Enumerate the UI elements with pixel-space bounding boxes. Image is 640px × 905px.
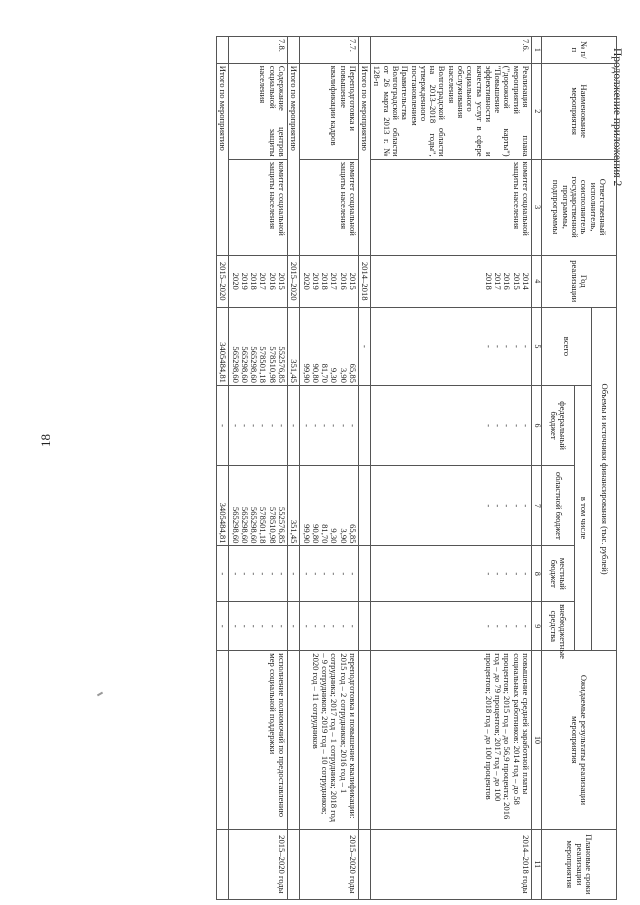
federal-cell: [371, 385, 532, 465]
value: -: [239, 424, 250, 427]
year: 2016: [338, 272, 349, 290]
col-number: 4: [532, 255, 542, 307]
value: -: [258, 572, 269, 576]
value: 578510,98: [267, 346, 278, 383]
page-number: 18: [38, 434, 53, 447]
value: -: [502, 624, 513, 628]
subtotal-row: [217, 37, 229, 900]
value: -: [310, 424, 321, 427]
header-total: всего: [542, 307, 592, 385]
header-name: Наименование мероприятия: [542, 63, 617, 159]
year: 2020: [301, 272, 312, 290]
value: -: [483, 624, 494, 628]
subtotal-local: -: [287, 546, 299, 602]
col-number: 8: [532, 546, 542, 602]
value: -: [249, 424, 260, 427]
year: 2015: [511, 272, 522, 290]
header-year: Год реализации: [542, 255, 617, 307]
value: -: [249, 624, 260, 628]
value: -: [329, 572, 340, 576]
subtotal-label: Итого по мероприятию: [217, 63, 229, 255]
value: 9,30: [329, 528, 340, 544]
header-terms: Плановые сроки реализации мероприятия: [542, 829, 617, 899]
col-number: 6: [532, 385, 542, 465]
year: 2017: [258, 272, 269, 290]
value: -: [230, 572, 241, 576]
subtotal-row: [287, 37, 299, 900]
planned-terms: 2015–2020 годы: [229, 829, 288, 899]
year: 2015: [276, 272, 287, 290]
year: 2017: [329, 272, 340, 290]
value: -: [239, 624, 250, 628]
value: -: [511, 424, 522, 427]
value: 565298,60: [249, 506, 260, 544]
table-row: [229, 37, 288, 900]
header-results: Ожидаемые результаты реализации мероприятия: [542, 651, 617, 829]
column-numbers-row: [532, 37, 542, 900]
value: -: [493, 572, 504, 576]
value: -: [310, 572, 321, 576]
federal-cell: [229, 385, 288, 465]
subtotal-offbudget: -: [217, 602, 229, 651]
value: 81,70: [320, 524, 331, 544]
subtotal-local: -: [217, 546, 229, 602]
regional-cell: [371, 466, 532, 546]
expected-results: повышение средней заработной платы социальных работников: 2014 год – до 58 процентов; 2015 год – до 56,9 процента; 2016 год – до 79 процентов; 2017 год – до 100 процентов; 2018 год – до 100 процентов: [371, 651, 532, 829]
value: 552576,85: [276, 506, 287, 544]
col-number: 9: [532, 602, 542, 651]
value: -: [338, 624, 349, 628]
executor: комитет социальной защиты населения: [229, 159, 288, 255]
total-cell: [300, 307, 359, 385]
value: 90,80: [310, 363, 321, 383]
value: 578501,18: [258, 346, 269, 383]
year: 2019: [310, 272, 321, 290]
value: -: [338, 424, 349, 427]
value: -: [502, 344, 513, 348]
subtotal-total: 351,45: [287, 307, 299, 385]
value: -: [521, 424, 531, 427]
value: 99,90: [301, 363, 312, 383]
col-number: 5: [532, 307, 542, 385]
planned-terms: 2014–2018 годы: [371, 829, 532, 899]
header-offbudget: внебюджетные средства: [542, 602, 575, 651]
header-num: № п/п: [542, 37, 617, 64]
value: -: [267, 572, 278, 576]
local-cell: [229, 546, 288, 602]
header-incl: в том числе: [575, 385, 592, 650]
subtotal-years: 2014–2018: [358, 255, 370, 307]
value: 565298,60: [230, 506, 241, 544]
continuation-label: Продолжение приложения 2: [611, 48, 623, 187]
value: -: [347, 424, 358, 427]
value: -: [301, 624, 312, 628]
year: 2019: [239, 272, 250, 290]
col-number: 1: [532, 37, 542, 64]
col-number: 3: [532, 159, 542, 255]
subtotal-regional: 351,45: [287, 466, 299, 546]
total-cell: [229, 307, 288, 385]
value: -: [493, 344, 504, 348]
subtotal-row: [358, 37, 370, 900]
value: 99,90: [301, 524, 312, 544]
value: -: [276, 424, 287, 427]
value: -: [521, 572, 531, 576]
value: 65,85: [347, 363, 358, 383]
value: -: [502, 424, 513, 427]
measures-table: [216, 36, 617, 900]
value: -: [483, 572, 494, 576]
subtotal-federal: -: [287, 385, 299, 465]
value: -: [329, 424, 340, 427]
value: 3,90: [338, 528, 349, 544]
year: 2018: [320, 272, 331, 290]
row-num: 7.6.: [371, 37, 532, 64]
value: -: [267, 424, 278, 427]
value: -: [347, 572, 358, 576]
row-num: 7.8.: [229, 37, 288, 64]
value: -: [249, 572, 260, 576]
value: -: [493, 424, 504, 427]
header-executor: Ответственный исполнитель, соисполнитель государственной программы, подпрограммы: [542, 159, 617, 255]
value: -: [329, 624, 340, 628]
subtotal-years: 2015–2020: [217, 255, 229, 307]
local-cell: [371, 546, 532, 602]
value: -: [267, 624, 278, 628]
value: -: [230, 424, 241, 427]
value: -: [493, 504, 504, 508]
value: -: [511, 344, 522, 348]
value: -: [258, 624, 269, 628]
expected-results: переподготовка и повышение квалификации: 2015 год – 2 сотрудников; 2016 год – 1 сотрудника; 2017 год – 1 сотрудника; 2018 год – 9 сотрудников; 2019 год – 10 сотрудников; 2020 год – 11 сотрудников: [300, 651, 359, 829]
subtotal-offbudget: -: [287, 602, 299, 651]
value: -: [483, 504, 494, 508]
measure-name: Реализация плана мероприятий ("дорожной карты") "Повышение эффективности и качества услуг в сфере социального обслуживания населения Волгоградской области на 2013–2018 годы", утвержденного постановлением Правительства Волгоградской области от 26 марта 2013 г. № 128-п: [371, 63, 532, 159]
value: -: [521, 624, 531, 628]
col-number: 11: [532, 829, 542, 899]
measure-name: Содержание центров социальной защиты населения: [229, 63, 288, 159]
year: 2018: [483, 272, 494, 290]
header-funding: Объемы и источники финансирования (тыс. рублей): [592, 307, 617, 650]
value: 81,70: [320, 363, 331, 383]
federal-cell: [300, 385, 359, 465]
header-regional: областной бюджет: [542, 466, 575, 546]
value: -: [502, 572, 513, 576]
row-num: 7.7.: [300, 37, 359, 64]
value: -: [320, 624, 331, 628]
col-number: 7: [532, 466, 542, 546]
regional-cell: [300, 466, 359, 546]
value: 90,80: [310, 524, 321, 544]
value: -: [347, 624, 358, 628]
table-row: [300, 37, 359, 900]
col-number: 10: [532, 651, 542, 829]
value: 578510,98: [267, 506, 278, 544]
years-cell: [229, 255, 288, 307]
value: 565298,60: [230, 346, 241, 383]
subtotal-regional: 3405484,81: [217, 466, 229, 546]
value: -: [483, 344, 494, 348]
value: -: [301, 424, 312, 427]
executor: комитет социальной защиты населения: [371, 159, 532, 255]
year: 2018: [249, 272, 260, 290]
year: 2016: [502, 272, 513, 290]
value: 578501,18: [258, 506, 269, 544]
value: -: [511, 624, 522, 628]
value: 9,30: [329, 367, 340, 383]
value: -: [338, 572, 349, 576]
value: 65,85: [347, 524, 358, 544]
value: -: [239, 572, 250, 576]
years-cell: [371, 255, 532, 307]
value: -: [310, 624, 321, 628]
subtotal-years: 2015–2020: [287, 255, 299, 307]
value: -: [276, 572, 287, 576]
value: -: [483, 424, 494, 427]
value: -: [521, 344, 531, 348]
value: -: [320, 424, 331, 427]
offbudget-cell: [229, 602, 288, 651]
subtotal-label: Итого по мероприятию: [358, 63, 370, 255]
value: -: [230, 624, 241, 628]
table-row: [371, 37, 532, 900]
year: 2014: [521, 272, 531, 290]
scan-mark: [97, 692, 103, 697]
value: 565298,60: [239, 506, 250, 544]
regional-cell: [229, 466, 288, 546]
value: -: [320, 572, 331, 576]
value: -: [511, 504, 522, 508]
years-cell: [300, 255, 359, 307]
subtotal-total: -: [358, 307, 370, 385]
header-local: местный бюджет: [542, 546, 575, 602]
value: -: [493, 624, 504, 628]
offbudget-cell: [371, 602, 532, 651]
rotated-table-container: [161, 36, 617, 900]
value: -: [276, 624, 287, 628]
expected-results: исполнение полномочий по предоставлению мер социальной поддержки: [229, 651, 288, 829]
subtotal-label: Итого по мероприятию: [287, 63, 299, 255]
value: 565298,60: [249, 346, 260, 383]
value: -: [521, 504, 531, 508]
planned-terms: 2015–2020 годы: [300, 829, 359, 899]
col-number: 2: [532, 63, 542, 159]
value: -: [502, 504, 513, 508]
year: 2020: [230, 272, 241, 290]
header-federal: федеральный бюджет: [542, 385, 575, 465]
local-cell: [300, 546, 359, 602]
value: 552576,85: [276, 346, 287, 383]
year: 2017: [493, 272, 504, 290]
subtotal-total: 3405484,81: [217, 307, 229, 385]
value: 565298,60: [239, 346, 250, 383]
executor: комитет социальной защиты населения: [300, 159, 359, 255]
measure-name: Переподготовка и повышение квалификации кадров: [300, 63, 359, 159]
offbudget-cell: [300, 602, 359, 651]
year: 2016: [267, 272, 278, 290]
subtotal-federal: -: [217, 385, 229, 465]
value: -: [301, 572, 312, 576]
year: 2015: [347, 272, 358, 290]
value: -: [511, 572, 522, 576]
value: 3,90: [338, 367, 349, 383]
total-cell: [371, 307, 532, 385]
value: -: [258, 424, 269, 427]
